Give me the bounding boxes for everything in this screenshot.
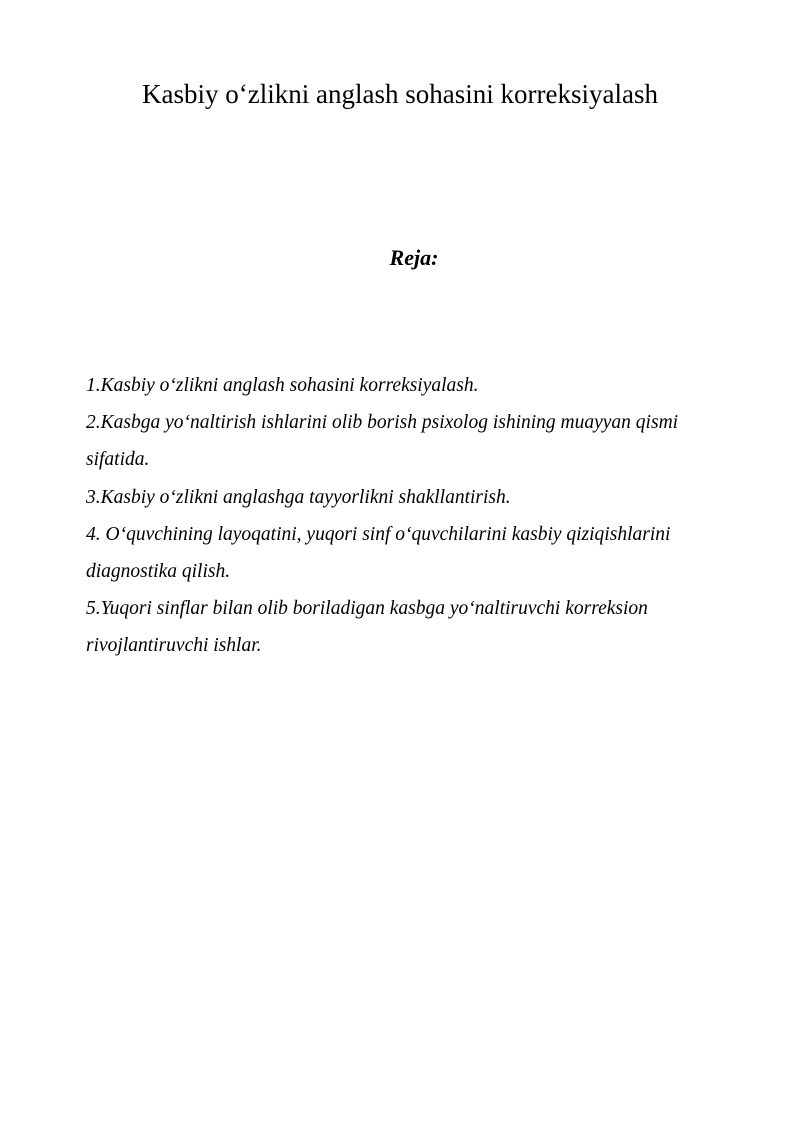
plan-heading: Reja: — [389, 245, 439, 270]
plan-item-4: 4. O‘quvchining layoqatini, yuqori sinf o‘quvchilarini kasbiy qiziqishlarini diagnostika qilish. — [86, 523, 671, 583]
plan-list — [86, 367, 746, 665]
plan-item-3: 3.Kasbiy o‘zlikni anglashga tayyorlikni shakllantirish. — [86, 486, 511, 508]
plan-item-1: 1.Kasbiy o‘zlikni anglash sohasini korreksiyalash. — [86, 375, 479, 396]
plan-item-5: 5.Yuqori sinflar bilan olib boriladigan kasbga yo‘naltiruvchi korreksion rivojlantiruvchi ishlar. — [86, 598, 648, 657]
plan-item-2: 2.Kasbga yo‘naltirish ishlarini olib borish psixolog ishining muayyan qismi sifatida. — [86, 412, 679, 471]
document-title: Kasbiy o‘zlikni anglash sohasini korreksiyalash — [142, 79, 658, 109]
